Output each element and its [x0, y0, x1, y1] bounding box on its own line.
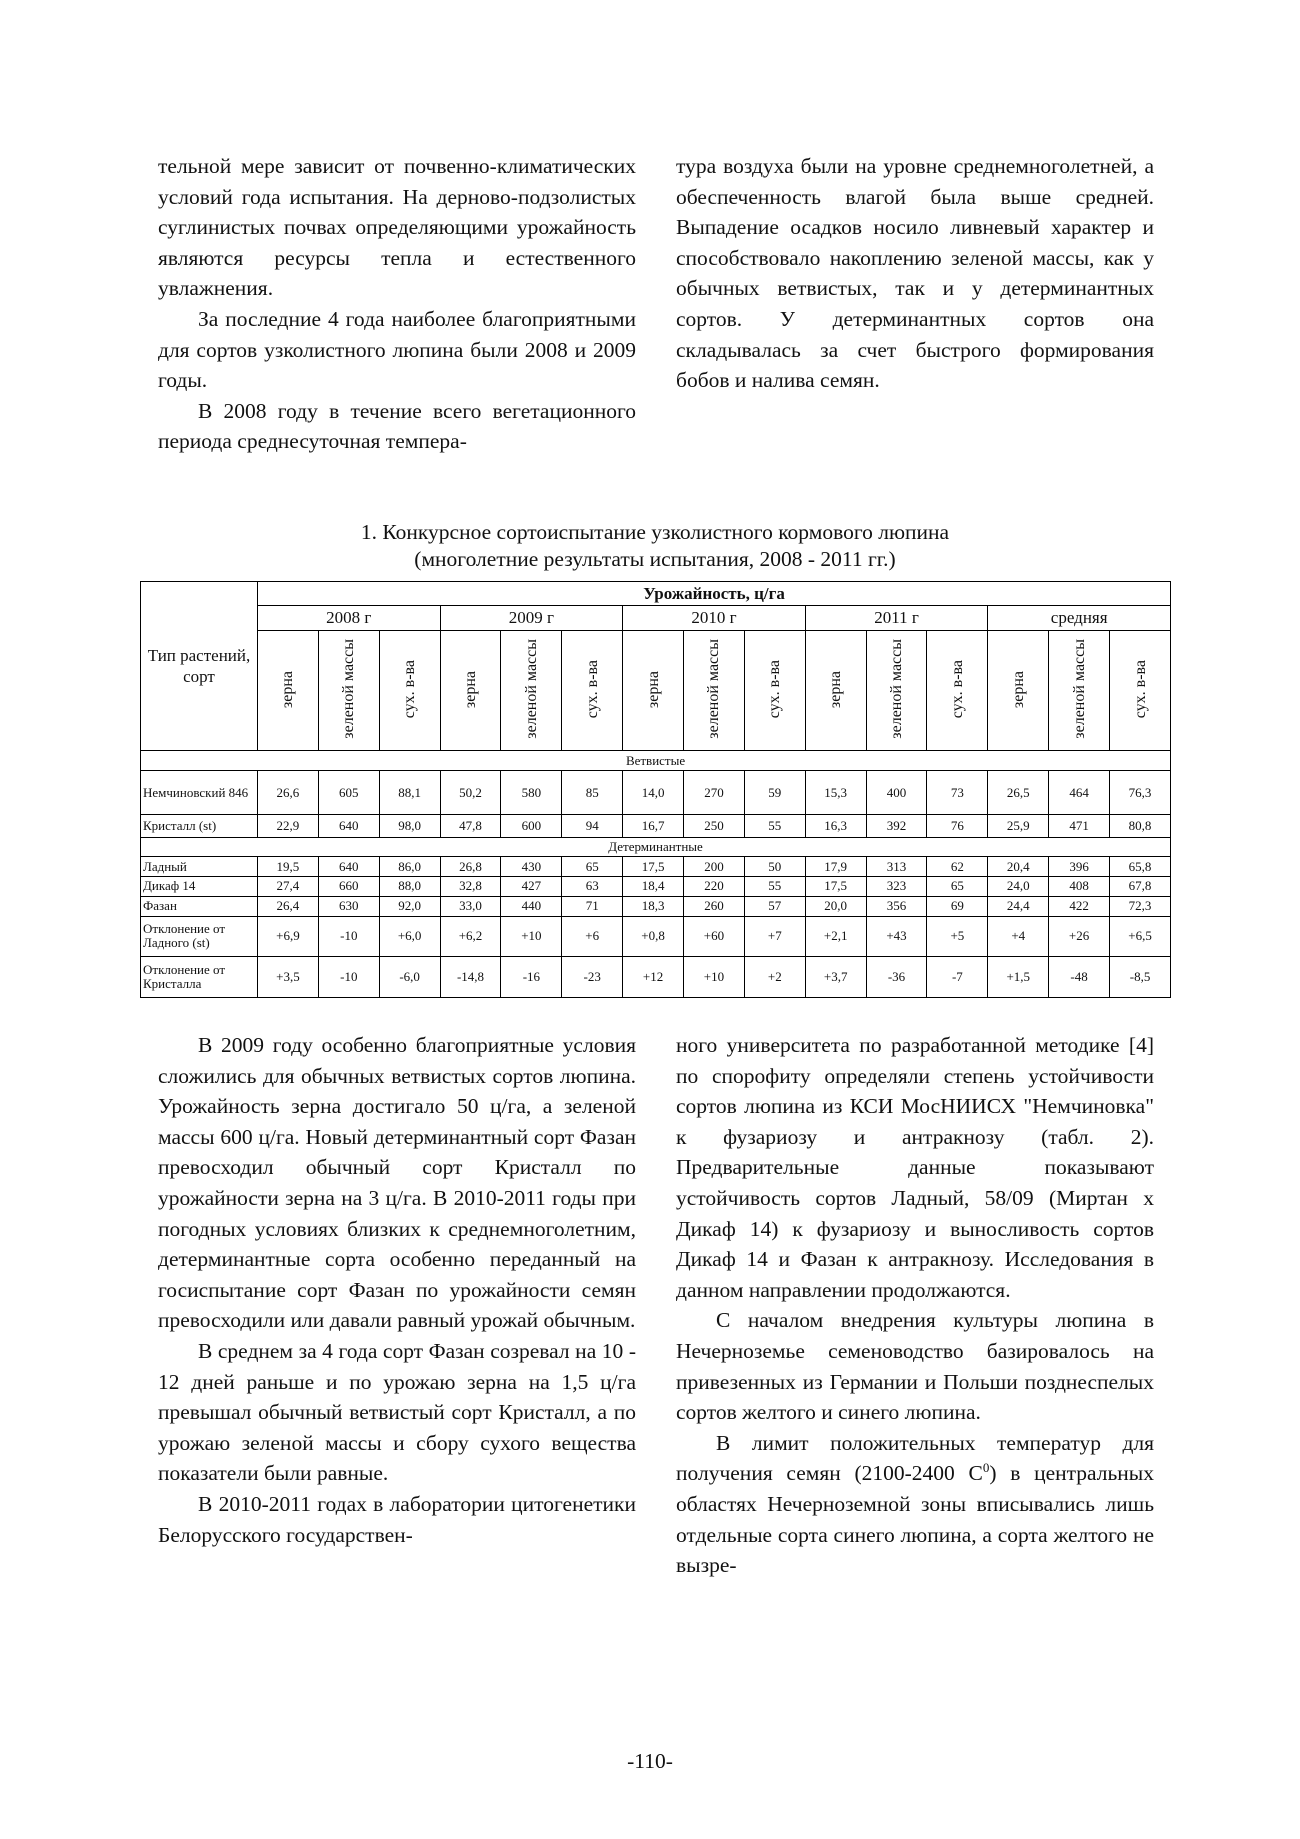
table-cell: 660 — [318, 877, 379, 897]
subcol-header: зерна — [440, 630, 501, 751]
variety-name: Дикаф 14 — [141, 877, 258, 897]
table-row — [141, 916, 1171, 957]
table-cell: 24,4 — [988, 896, 1049, 916]
table-cell: 20,0 — [805, 896, 866, 916]
paragraph: В лимит положительных температур для получения семян (2100-2400 $С^0$) в центральных областях Нечерноземной зоны вписывались лишь отдельные сорта синего люпина, а сорта желтого не вызре- — [676, 1430, 1154, 1578]
table-cell: 26,6 — [258, 771, 319, 815]
year-header: 2008 г — [258, 606, 441, 630]
top-right-column — [676, 151, 1154, 396]
subcol-header: зеленой массы — [684, 630, 745, 751]
table-cell: -6,0 — [379, 957, 440, 998]
paragraph: В 2010-2011 годах в лаборатории цитогенетики Белорусского государствен- — [158, 1491, 636, 1547]
paragraph: За последние 4 года наиболее благоприятными для сортов узколистного люпина были 2008 и 2009 годы. — [158, 306, 636, 393]
table-row — [141, 877, 1171, 897]
table-cell: 27,4 — [258, 877, 319, 897]
table-cell: 47,8 — [440, 815, 501, 837]
year-header: 2009 г — [440, 606, 623, 630]
table-cell: 400 — [866, 771, 927, 815]
table-cell: 422 — [1049, 896, 1110, 916]
year-header: средняя — [988, 606, 1171, 630]
subcol-header: зеленой массы — [1049, 630, 1110, 751]
table-cell: +43 — [866, 916, 927, 957]
table-cell: 26,8 — [440, 857, 501, 877]
table-cell: -16 — [501, 957, 562, 998]
table-cell: 67,8 — [1110, 877, 1171, 897]
table-cell: +6,2 — [440, 916, 501, 957]
table-cell: +6 — [562, 916, 623, 957]
bottom-right-column — [676, 1030, 1154, 1581]
table-cell: -23 — [562, 957, 623, 998]
table-cell: 59 — [744, 771, 805, 815]
table-row — [141, 957, 1171, 998]
variety-name: Кристалл (st) — [141, 815, 258, 837]
table-cell: 33,0 — [440, 896, 501, 916]
table-cell: 640 — [318, 857, 379, 877]
table-cell: 69 — [927, 896, 988, 916]
table-cell: 76 — [927, 815, 988, 837]
table-cell: 356 — [866, 896, 927, 916]
variety-name: Ладный — [141, 857, 258, 877]
table-cell: 200 — [684, 857, 745, 877]
paragraph: С началом внедрения культуры люпина в Нечерноземье семеноводство базировалось на привезенных из Германии и Польши позднеспелых сортов желтого и синего люпина. — [676, 1308, 1154, 1425]
table-cell: 323 — [866, 877, 927, 897]
table-cell: 427 — [501, 877, 562, 897]
table-cell: 464 — [1049, 771, 1110, 815]
table-cell: +0,8 — [623, 916, 684, 957]
group-row: Детерминантные — [141, 837, 1171, 857]
table-cell: 65 — [562, 857, 623, 877]
determinant-rows — [141, 857, 1171, 998]
subcol-header: сух. в-ва — [744, 630, 805, 751]
table-cell: 62 — [927, 857, 988, 877]
bottom-left-column — [158, 1030, 636, 1550]
subcol-header: сух. в-ва — [927, 630, 988, 751]
table-cell: 88,0 — [379, 877, 440, 897]
table-cell: -7 — [927, 957, 988, 998]
table-cell: +3,5 — [258, 957, 319, 998]
subcol-header: зерна — [258, 630, 319, 751]
subcol-header: зеленой массы — [501, 630, 562, 751]
table-cell: +2 — [744, 957, 805, 998]
table-cell: 605 — [318, 771, 379, 815]
subcol-header: зерна — [623, 630, 684, 751]
table-cell: 24,0 — [988, 877, 1049, 897]
table-cell: 396 — [1049, 857, 1110, 877]
table-cell: -10 — [318, 916, 379, 957]
table-cell: 18,4 — [623, 877, 684, 897]
table-cell: -48 — [1049, 957, 1110, 998]
table-cell: +7 — [744, 916, 805, 957]
table-cell: 17,5 — [805, 877, 866, 897]
table-cell: 16,3 — [805, 815, 866, 837]
table-cell: 86,0 — [379, 857, 440, 877]
paragraph: В 2008 году в течение всего вегетационного периода среднесуточная темпера- — [158, 398, 636, 454]
table-cell: 76,3 — [1110, 771, 1171, 815]
branching-rows — [141, 771, 1171, 837]
paragraph: В 2009 году особенно благоприятные условия сложились для обычных ветвистых сортов люпина. Урожайность зерна достигало 50 ц/га, а зеленой массы 600 ц/га. Новый детерминантный сорт Фазан превосходил обычный сорт Кристалл по урожайности зерна на 3 ц/га. В 2010-2011 годы при погодных условиях близких к среднемноголетним, детерминантные сорта особенно переданный на госиспытание сорт Фазан по урожайности семян превосходили или давали равный урожай обычным. — [158, 1033, 636, 1333]
table-cell: -8,5 — [1110, 957, 1171, 998]
table-cell: +2,1 — [805, 916, 866, 957]
table-cell: +4 — [988, 916, 1049, 957]
table-cell: 63 — [562, 877, 623, 897]
table-row — [141, 857, 1171, 877]
table-cell: 440 — [501, 896, 562, 916]
table-row — [141, 815, 1171, 837]
table-cell: +3,7 — [805, 957, 866, 998]
table-cell: 65 — [927, 877, 988, 897]
paragraph: тельной мере зависит от почвенно-климатических условий года испытания. На дерново-подзолистых суглинистых почвах определяющими урожайность являются ресурсы тепла и естественного увлажнения. — [158, 154, 636, 301]
table-cell: 471 — [1049, 815, 1110, 837]
table-cell: 72,3 — [1110, 896, 1171, 916]
table-caption — [140, 519, 1170, 573]
table-cell: 20,4 — [988, 857, 1049, 877]
table-cell: 73 — [927, 771, 988, 815]
table-cell: 630 — [318, 896, 379, 916]
table-cell: 392 — [866, 815, 927, 837]
table-cell: 94 — [562, 815, 623, 837]
type-header: Тип растений, сорт — [141, 582, 258, 751]
table-cell: 260 — [684, 896, 745, 916]
table-cell: +6,0 — [379, 916, 440, 957]
subcol-header: зеленой массы — [866, 630, 927, 751]
table-cell: 16,7 — [623, 815, 684, 837]
table-cell: 270 — [684, 771, 745, 815]
table-cell: 430 — [501, 857, 562, 877]
table-cell: 85 — [562, 771, 623, 815]
table-cell: 313 — [866, 857, 927, 877]
table-cell: +10 — [501, 916, 562, 957]
table-cell: 19,5 — [258, 857, 319, 877]
paragraph: В среднем за 4 года сорт Фазан созревал на 10 - 12 дней раньше и по урожаю зерна на 1,5 ц/га превышал обычный ветвистый сорт Кристалл, а по урожаю зеленой массы и сбору сухого вещества показатели были равные. — [158, 1338, 636, 1486]
subcol-header: зеленой массы — [318, 630, 379, 751]
table-cell: 26,4 — [258, 896, 319, 916]
table-cell: +12 — [623, 957, 684, 998]
table-cell: 580 — [501, 771, 562, 815]
table-cell: 17,9 — [805, 857, 866, 877]
results-table — [140, 581, 1171, 998]
table-cell: 26,5 — [988, 771, 1049, 815]
subcol-header: сух. в-ва — [562, 630, 623, 751]
page-number: -110- — [627, 1749, 673, 1773]
group-row: Ветвистые — [141, 751, 1171, 771]
year-header: 2011 г — [805, 606, 988, 630]
table-cell: 50 — [744, 857, 805, 877]
table-row — [141, 896, 1171, 916]
variety-name: Фазан — [141, 896, 258, 916]
table-caption-line2: (многолетние результаты испытания, 2008 - 2011 гг.) — [414, 547, 896, 571]
top-left-column — [158, 151, 636, 457]
table-cell: +6,9 — [258, 916, 319, 957]
table-cell: +10 — [684, 957, 745, 998]
table-cell: 15,3 — [805, 771, 866, 815]
table-cell: 640 — [318, 815, 379, 837]
subcol-header: сух. в-ва — [379, 630, 440, 751]
table-cell: 71 — [562, 896, 623, 916]
table-cell: 250 — [684, 815, 745, 837]
table-cell: +5 — [927, 916, 988, 957]
table-cell: 55 — [744, 877, 805, 897]
year-header: 2010 г — [623, 606, 806, 630]
table-cell: 22,9 — [258, 815, 319, 837]
table-cell: +1,5 — [988, 957, 1049, 998]
subcol-header: зерна — [988, 630, 1049, 751]
table-cell: 408 — [1049, 877, 1110, 897]
paragraph: тура воздуха были на уровне среднемноголетней, а обеспеченность влагой была выше средней. Выпадение осадков носило ливневый характер и способствовало накоплению зеленой массы, как у обычных ветвистых, так и у детерминантных сортов. У детерминантных сортов она складывалась за счет быстрого формирования бобов и налива семян. — [676, 154, 1154, 393]
variety-name: Отклонение от Кристалла — [141, 957, 258, 998]
table-cell: 80,8 — [1110, 815, 1171, 837]
table-cell: 55 — [744, 815, 805, 837]
table-cell: -14,8 — [440, 957, 501, 998]
table-cell: 98,0 — [379, 815, 440, 837]
table-cell: 600 — [501, 815, 562, 837]
table-cell: 14,0 — [623, 771, 684, 815]
variety-name: Немчиновский 846 — [141, 771, 258, 815]
table-row — [141, 771, 1171, 815]
table-cell: +60 — [684, 916, 745, 957]
table-cell: +6,5 — [1110, 916, 1171, 957]
table-cell: 17,5 — [623, 857, 684, 877]
paragraph: ного университета по разработанной методике [4] по спорофиту определяли степень устойчивости сортов люпина из КСИ МосНИИСХ "Немчиновка" к фузариозу и антракнозу (табл. 2). Предварительные данные показывают устойчивость сортов Ладный, 58/09 (Миртан х Дикаф 14) к фузариозу и выносливость сортов Дикаф 14 и Фазан к антракнозу. Исследования в данном направлении продолжаются. — [676, 1033, 1154, 1302]
subcol-header: сух. в-ва — [1110, 630, 1171, 751]
table-cell: 88,1 — [379, 771, 440, 815]
yield-header: Урожайность, ц/га — [258, 582, 1171, 606]
table-cell: 50,2 — [440, 771, 501, 815]
table-cell: 18,3 — [623, 896, 684, 916]
table-cell: 220 — [684, 877, 745, 897]
table-cell: 57 — [744, 896, 805, 916]
table-cell: 32,8 — [440, 877, 501, 897]
variety-name: Отклонение от Ладного (st) — [141, 916, 258, 957]
table-cell: +26 — [1049, 916, 1110, 957]
table-cell: 65,8 — [1110, 857, 1171, 877]
table-cell: -10 — [318, 957, 379, 998]
table-caption-line1: 1. Конкурсное сортоиспытание узколистного кормового люпина — [360, 520, 950, 544]
table-cell: 25,9 — [988, 815, 1049, 837]
subcol-header: зерна — [805, 630, 866, 751]
table-cell: -36 — [866, 957, 927, 998]
table-cell: 92,0 — [379, 896, 440, 916]
